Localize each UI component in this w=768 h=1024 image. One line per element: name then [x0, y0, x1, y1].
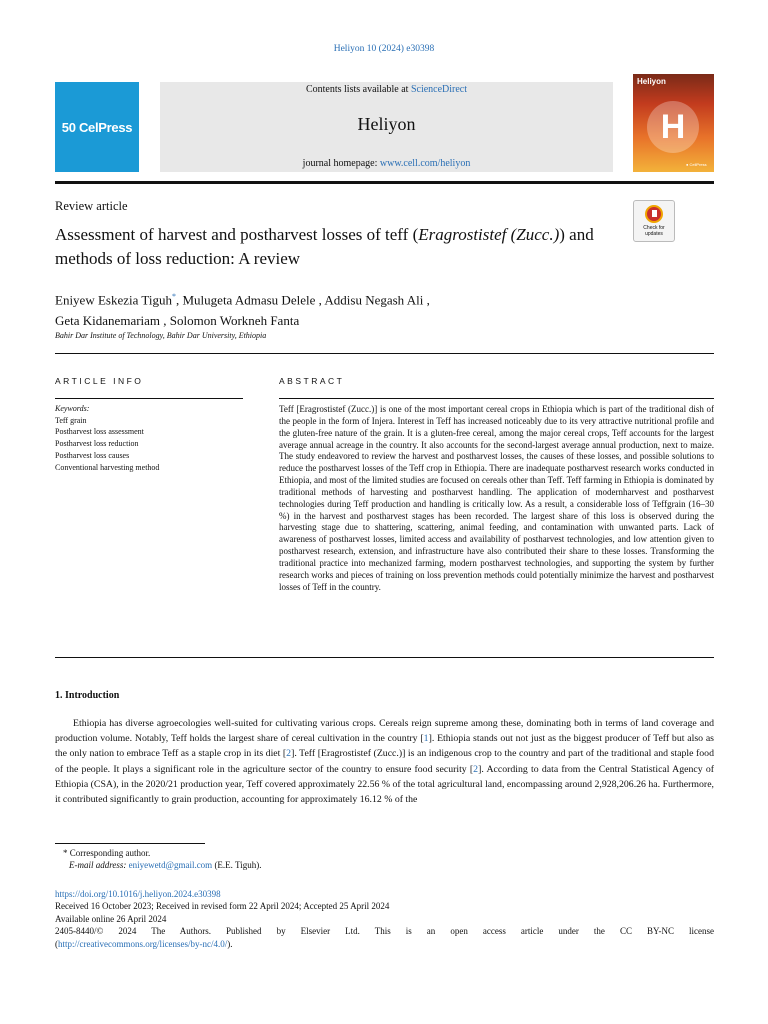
section-divider — [55, 657, 714, 658]
article-info-heading: ARTICLE INFO — [55, 376, 144, 386]
cover-title: Heliyon — [637, 77, 666, 86]
check-for-updates-button[interactable] — [633, 200, 675, 242]
cellpress-logo[interactable] — [55, 82, 139, 172]
citation-link[interactable]: 2 — [286, 748, 292, 760]
introduction-paragraph: Ethiopia has diverse agroecologies well-suited for cultivating various crops. Cereals reign supreme among these, dominating both in terms of land coverage and production volume. Notably, Teff holds the largest share of cereal cultivation in the country [1]. Ethiopia stands out not just as the biggest producer of Teff but also as the only nation to embrace Teff as a staple crop in its diet [2]. Teff [Eragrostistef (Zucc.)] is an indigenous crop to the country and part of the traditional and staple food of the people. It plays a significant role in the agriculture sector of the country to ensure food security [2]. According to data from the Central Statistical Agency of Ethiopia (CSA), in the 2020/21 production year, Teff covered approximately 22.56 % of the total agricultural land, encompassing around 2,928,206.26 ha. Furthermore, it contributed significantly to grain production, accounting for approximately 16.12 % of the — [55, 718, 714, 806]
homepage-line — [160, 158, 613, 169]
citation-link[interactable]: 1 — [423, 733, 429, 745]
author-list — [55, 286, 655, 331]
article-title: Assessment of harvest and postharvest losses of teff (Eragrostistef (Zucc.)) and methods of loss reduction: A review — [55, 225, 594, 268]
author-name[interactable]: Eniyew Eskezia Tiguh — [55, 292, 172, 308]
abstract-divider — [279, 398, 714, 399]
keyword[interactable]: Postharvest loss reduction — [55, 439, 139, 449]
article-history: https://doi.org/10.1016/j.heliyon.2024.e30398 Received 16 October 2023; Received in revised form 22 April 2024; Accepted 25 April 2024 Available online 26 April 2024 2405-8440/© 2024 The Authors. Published by Elsevier Ltd. This is an open access article under the CC BY-NC license (http://creativecommons.org/licenses/by-nc/4.0/). — [55, 889, 714, 949]
author-names[interactable]: Geta Kidanemariam , Solomon Workneh Fanta — [55, 313, 300, 329]
cover-footer: ● CellPress — [686, 162, 707, 167]
affiliation: Bahir Dar Institute of Technology, Bahir Dar University, Ethiopia — [55, 331, 267, 340]
keywords-divider — [55, 398, 243, 399]
check-updates-label: Check for updates — [643, 225, 665, 237]
abstract-text: Teff [Eragrostistef (Zucc.)] is one of the most important cereal crops in Ethiopia which is part of the traditional dish of the people in the form of Injera. Interest in Teff has increased noticeably due to its very attractive nutritional profile and the gluten-free nature of the grain. It is a gluten-free cereal, among the major cereal crops, Teff accounts for the largest average annual acreage in the country. It also accounts for the second-largest average annual production, next to maize. The study endeavored to review the harvest and postharvest losses, the causes of these losses, and possible solutions to reduce the postharvest losses of the Teff crop in Ethiopia. There are inadequate postharvest research works conducted in Ethiopia, and most of the limited studies are focused on cereals other than Teff. Teff farming in Ethiopia is dominated by traditional methods of harvesting and postharvest handling. The application of modernharvest and postharvest technologies during Teff production and handling is critically low. As a result, a considerable loss of Teffgrain (16–30 %) in the harvest and postharvest stages has been recorded. The largest share of this loss is observed during the harvesting stage due to shattering, scattering, animal feeding, and contamination with unwanted parts. Lack of awareness of postharvest losses, limited access and availability of postharvest technologies, and low attention given to postharvest research, extension, and infrastructure have also contributed their share to these losses. Transforming the traditional practice into mechanized farming, modern postharvest technologies, and supporting the system by further research works and pieces of training on loss prevention methods could potentially minimize the harvest and postharvest losses of Teff in the country. — [279, 404, 714, 592]
author-names[interactable]: , Mulugeta Admasu Delele , Addisu Negash Ali , — [176, 292, 430, 308]
homepage-link[interactable]: www.cell.com/heliyon — [379, 158, 471, 169]
journal-name: Heliyon — [357, 114, 416, 134]
sciencedirect-link[interactable]: ScienceDirect — [410, 84, 468, 95]
license-link[interactable]: http://creativecommons.org/licenses/by-nc/4.0/ — [58, 938, 228, 949]
journal-reference[interactable]: Heliyon 10 (2024) e30398 — [333, 44, 435, 54]
keyword[interactable]: Conventional harvesting method — [55, 462, 160, 472]
check-updates-icon — [645, 205, 663, 223]
license-text: 2405-8440/© 2024 The Authors. Published by Elsevier Ltd. This is an open access article under the CC BY-NC license — [55, 926, 714, 937]
citation-link[interactable]: 2 — [473, 763, 479, 775]
cover-emblem — [647, 101, 699, 153]
keyword[interactable]: Postharvest loss causes — [55, 450, 130, 460]
contents-line — [160, 84, 613, 95]
received-dates: Received 16 October 2023; Received in revised form 22 April 2024; Accepted 25 April 2024 — [55, 901, 390, 912]
email-label: E-mail address: — [69, 860, 127, 871]
header-divider — [55, 181, 714, 184]
keywords-label: Keywords: — [55, 404, 90, 413]
keyword[interactable]: Teff grain — [55, 415, 87, 425]
section-divider — [55, 353, 714, 354]
footnotes — [55, 847, 261, 871]
abstract-heading: ABSTRACT — [279, 376, 345, 386]
keywords-list — [55, 403, 159, 473]
available-online: Available online 26 April 2024 — [55, 913, 167, 924]
article-type: Review article — [55, 199, 128, 213]
corresponding-author-note: * Corresponding author. — [63, 848, 151, 858]
corresponding-mark[interactable]: * — [172, 292, 176, 301]
cover-letter: H — [660, 107, 686, 146]
homepage-prefix: journal homepage: — [302, 158, 378, 169]
keyword[interactable]: Postharvest loss assessment — [55, 427, 144, 437]
email-link[interactable]: eniyewetd@gmail.com — [128, 860, 213, 871]
footnote-divider — [55, 843, 205, 844]
introduction-heading: 1. Introduction — [55, 690, 120, 701]
contents-prefix: Contents lists available at — [305, 84, 409, 95]
cellpress-logo-text: 50 CelPress — [61, 119, 133, 135]
email-owner: (E.E. Tiguh). — [214, 860, 262, 871]
doi-link[interactable]: https://doi.org/10.1016/j.heliyon.2024.e30398 — [55, 889, 221, 899]
